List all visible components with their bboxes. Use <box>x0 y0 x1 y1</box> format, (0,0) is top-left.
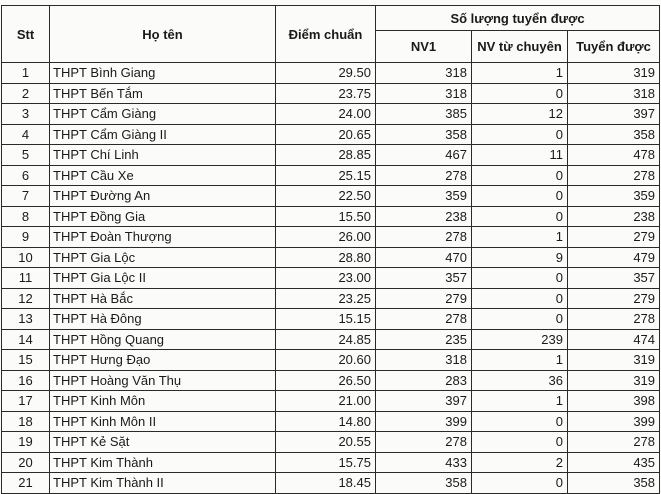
table-row <box>2 309 660 330</box>
cell-school-name: THPT Kẻ Sặt <box>50 432 276 453</box>
table-row <box>2 329 660 350</box>
cell-school-name: THPT Hà Đông <box>50 309 276 330</box>
table-row <box>2 186 660 207</box>
cell-nv1: 467 <box>376 145 472 166</box>
cell-tuyen-duoc: 278 <box>568 432 660 453</box>
cell-school-name: THPT Kinh Môn <box>50 391 276 412</box>
cell-tuyen-duoc: 279 <box>568 227 660 248</box>
header-diem-chuan: Điểm chuẩn <box>276 6 376 63</box>
cell-diem-chuan: 22.50 <box>276 186 376 207</box>
table-row <box>2 268 660 289</box>
cell-stt: 3 <box>2 104 50 125</box>
cell-school-name: THPT Kim Thành <box>50 452 276 473</box>
table-row <box>2 63 660 84</box>
cell-school-name: THPT Bình Giang <box>50 63 276 84</box>
table-row <box>2 288 660 309</box>
cell-diem-chuan: 28.80 <box>276 247 376 268</box>
header-tuyen-duoc: Tuyển được <box>568 31 660 63</box>
cell-nv1: 385 <box>376 104 472 125</box>
cell-nv-tu-chuyen: 0 <box>472 165 568 186</box>
cell-diem-chuan: 29.50 <box>276 63 376 84</box>
cell-stt: 8 <box>2 206 50 227</box>
table-row <box>2 83 660 104</box>
cell-nv-tu-chuyen: 0 <box>472 268 568 289</box>
cell-diem-chuan: 15.50 <box>276 206 376 227</box>
cell-nv1: 399 <box>376 411 472 432</box>
cell-tuyen-duoc: 398 <box>568 391 660 412</box>
cell-diem-chuan: 20.65 <box>276 124 376 145</box>
cell-stt: 17 <box>2 391 50 412</box>
table-body <box>2 63 660 494</box>
table-row <box>2 227 660 248</box>
table-header <box>2 6 660 63</box>
cell-stt: 2 <box>2 83 50 104</box>
header-nv1: NV1 <box>376 31 472 63</box>
cell-tuyen-duoc: 278 <box>568 309 660 330</box>
cell-stt: 20 <box>2 452 50 473</box>
cell-tuyen-duoc: 319 <box>568 370 660 391</box>
cell-nv-tu-chuyen: 11 <box>472 145 568 166</box>
cell-school-name: THPT Bến Tắm <box>50 83 276 104</box>
cell-nv1: 318 <box>376 83 472 104</box>
cell-tuyen-duoc: 358 <box>568 473 660 494</box>
cell-school-name: THPT Gia Lộc II <box>50 268 276 289</box>
cell-nv1: 318 <box>376 63 472 84</box>
cell-tuyen-duoc: 479 <box>568 247 660 268</box>
cell-tuyen-duoc: 435 <box>568 452 660 473</box>
cell-tuyen-duoc: 474 <box>568 329 660 350</box>
cell-nv-tu-chuyen: 0 <box>472 206 568 227</box>
table-row <box>2 104 660 125</box>
cell-diem-chuan: 24.85 <box>276 329 376 350</box>
cell-nv1: 238 <box>376 206 472 227</box>
cell-stt: 15 <box>2 350 50 371</box>
cell-tuyen-duoc: 357 <box>568 268 660 289</box>
header-name: Họ tên <box>50 6 276 63</box>
cell-nv1: 235 <box>376 329 472 350</box>
cell-nv-tu-chuyen: 1 <box>472 391 568 412</box>
cell-nv1: 358 <box>376 473 472 494</box>
cell-tuyen-duoc: 358 <box>568 124 660 145</box>
cell-stt: 14 <box>2 329 50 350</box>
cell-diem-chuan: 26.00 <box>276 227 376 248</box>
cell-nv1: 433 <box>376 452 472 473</box>
table-row <box>2 247 660 268</box>
cell-nv1: 283 <box>376 370 472 391</box>
cell-nv1: 318 <box>376 350 472 371</box>
cell-diem-chuan: 24.00 <box>276 104 376 125</box>
cell-tuyen-duoc: 399 <box>568 411 660 432</box>
cell-tuyen-duoc: 279 <box>568 288 660 309</box>
table-row <box>2 165 660 186</box>
cell-nv1: 278 <box>376 227 472 248</box>
cell-tuyen-duoc: 238 <box>568 206 660 227</box>
cell-nv-tu-chuyen: 1 <box>472 227 568 248</box>
cell-stt: 11 <box>2 268 50 289</box>
table-row <box>2 452 660 473</box>
table-row <box>2 432 660 453</box>
cell-nv1: 359 <box>376 186 472 207</box>
cell-stt: 9 <box>2 227 50 248</box>
cell-nv1: 357 <box>376 268 472 289</box>
cell-tuyen-duoc: 318 <box>568 83 660 104</box>
cell-stt: 18 <box>2 411 50 432</box>
cell-diem-chuan: 28.85 <box>276 145 376 166</box>
cell-diem-chuan: 18.45 <box>276 473 376 494</box>
cell-diem-chuan: 15.75 <box>276 452 376 473</box>
cell-tuyen-duoc: 319 <box>568 350 660 371</box>
cell-school-name: THPT Đồng Gia <box>50 206 276 227</box>
cell-school-name: THPT Cẩm Giàng II <box>50 124 276 145</box>
cell-nv-tu-chuyen: 1 <box>472 350 568 371</box>
table-row <box>2 370 660 391</box>
cell-tuyen-duoc: 359 <box>568 186 660 207</box>
cell-nv-tu-chuyen: 0 <box>472 411 568 432</box>
cell-nv-tu-chuyen: 12 <box>472 104 568 125</box>
cell-stt: 1 <box>2 63 50 84</box>
cell-nv-tu-chuyen: 0 <box>472 473 568 494</box>
cell-nv-tu-chuyen: 2 <box>472 452 568 473</box>
cell-nv-tu-chuyen: 36 <box>472 370 568 391</box>
cell-nv-tu-chuyen: 0 <box>472 432 568 453</box>
cell-diem-chuan: 25.15 <box>276 165 376 186</box>
cell-nv1: 278 <box>376 165 472 186</box>
cell-stt: 13 <box>2 309 50 330</box>
cell-stt: 12 <box>2 288 50 309</box>
cell-diem-chuan: 20.55 <box>276 432 376 453</box>
table-row <box>2 473 660 494</box>
cell-tuyen-duoc: 478 <box>568 145 660 166</box>
cell-tuyen-duoc: 319 <box>568 63 660 84</box>
cell-nv1: 278 <box>376 432 472 453</box>
cell-stt: 4 <box>2 124 50 145</box>
cell-diem-chuan: 15.15 <box>276 309 376 330</box>
cell-nv1: 279 <box>376 288 472 309</box>
table-row <box>2 350 660 371</box>
cell-diem-chuan: 26.50 <box>276 370 376 391</box>
table-row <box>2 411 660 432</box>
table-row <box>2 145 660 166</box>
cell-nv1: 358 <box>376 124 472 145</box>
cell-diem-chuan: 23.25 <box>276 288 376 309</box>
admission-table <box>1 5 660 494</box>
header-row-1 <box>2 6 660 31</box>
cell-school-name: THPT Cầu Xe <box>50 165 276 186</box>
cell-school-name: THPT Hoàng Văn Thụ <box>50 370 276 391</box>
table-row <box>2 206 660 227</box>
table-row <box>2 391 660 412</box>
cell-stt: 5 <box>2 145 50 166</box>
cell-diem-chuan: 23.00 <box>276 268 376 289</box>
cell-school-name: THPT Hồng Quang <box>50 329 276 350</box>
cell-stt: 10 <box>2 247 50 268</box>
cell-nv-tu-chuyen: 0 <box>472 83 568 104</box>
cell-tuyen-duoc: 397 <box>568 104 660 125</box>
cell-school-name: THPT Hưng Đạo <box>50 350 276 371</box>
cell-nv-tu-chuyen: 1 <box>472 63 568 84</box>
cell-diem-chuan: 20.60 <box>276 350 376 371</box>
cell-stt: 7 <box>2 186 50 207</box>
cell-nv1: 278 <box>376 309 472 330</box>
cell-diem-chuan: 23.75 <box>276 83 376 104</box>
cell-nv-tu-chuyen: 0 <box>472 309 568 330</box>
cell-stt: 21 <box>2 473 50 494</box>
cell-diem-chuan: 21.00 <box>276 391 376 412</box>
cell-stt: 19 <box>2 432 50 453</box>
cell-school-name: THPT Đoàn Thượng <box>50 227 276 248</box>
cell-school-name: THPT Chí Linh <box>50 145 276 166</box>
cell-nv-tu-chuyen: 239 <box>472 329 568 350</box>
cell-diem-chuan: 14.80 <box>276 411 376 432</box>
cell-school-name: THPT Gia Lộc <box>50 247 276 268</box>
cell-tuyen-duoc: 278 <box>568 165 660 186</box>
cell-school-name: THPT Kim Thành II <box>50 473 276 494</box>
header-group-so-luong: Số lượng tuyển được <box>376 6 660 31</box>
cell-nv-tu-chuyen: 0 <box>472 186 568 207</box>
table-row <box>2 124 660 145</box>
cell-nv-tu-chuyen: 9 <box>472 247 568 268</box>
cell-nv-tu-chuyen: 0 <box>472 288 568 309</box>
cell-school-name: THPT Hà Bắc <box>50 288 276 309</box>
cell-nv1: 470 <box>376 247 472 268</box>
cell-stt: 16 <box>2 370 50 391</box>
cell-school-name: THPT Đường An <box>50 186 276 207</box>
header-stt: Stt <box>2 6 50 63</box>
cell-nv1: 397 <box>376 391 472 412</box>
cell-nv-tu-chuyen: 0 <box>472 124 568 145</box>
cell-school-name: THPT Kinh Môn II <box>50 411 276 432</box>
header-nv-tu-chuyen: NV từ chuyên <box>472 31 568 63</box>
cell-stt: 6 <box>2 165 50 186</box>
cell-school-name: THPT Cẩm Giàng <box>50 104 276 125</box>
